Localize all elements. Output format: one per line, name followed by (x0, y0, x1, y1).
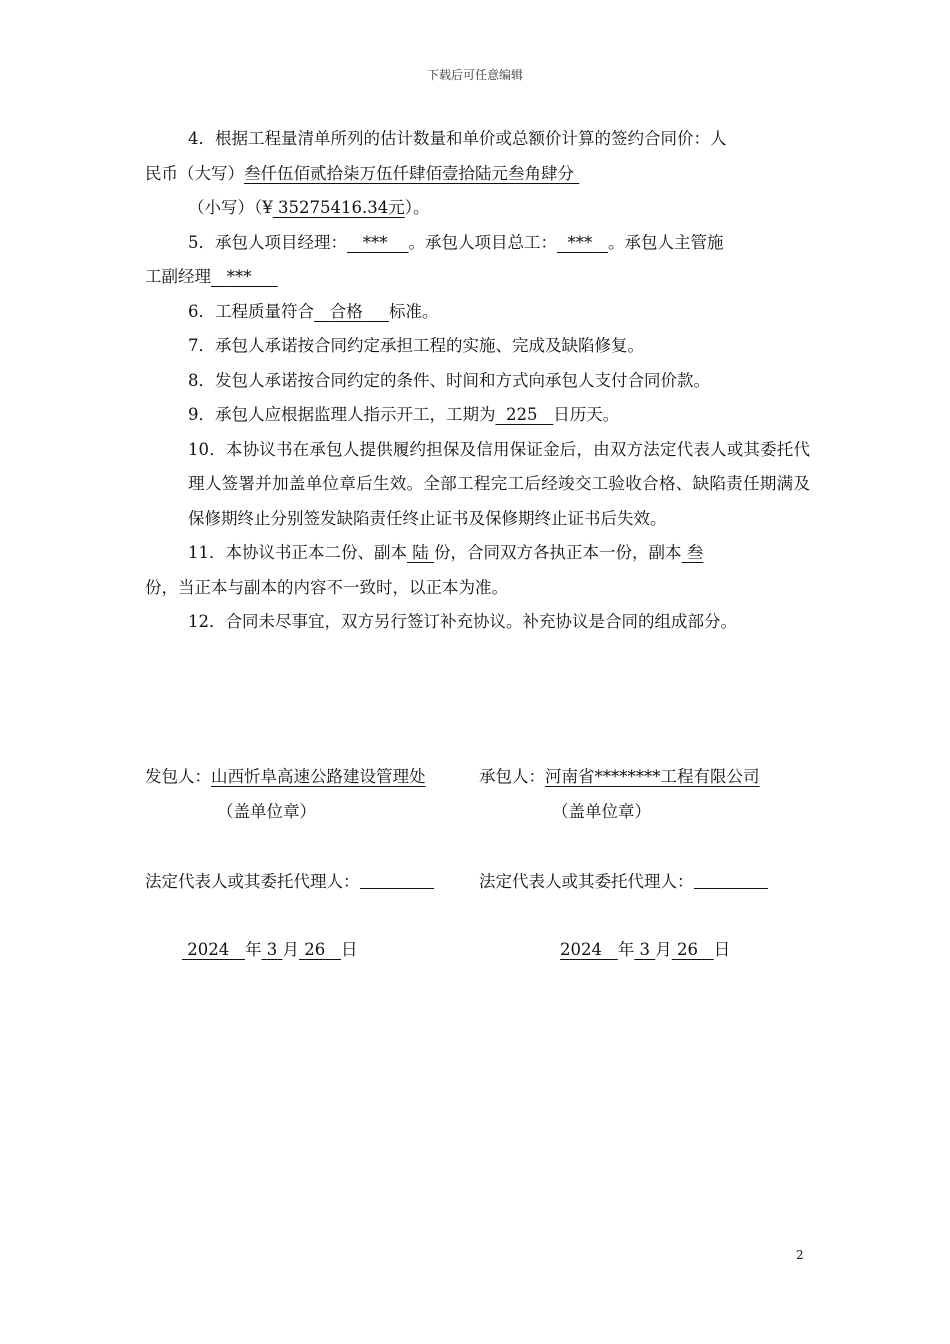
employer-rep-blank (360, 870, 434, 889)
amount-words-tail (574, 164, 579, 183)
clause-9 (145, 398, 810, 433)
clause-4-line2 (145, 157, 810, 192)
contractor-rep-blank (694, 870, 768, 889)
copies-label: 11．本协议书正本二份、副本 (188, 543, 407, 562)
contractor-name: 河南省********工程有限公司 (545, 767, 760, 786)
employer-year: 2024 (187, 940, 230, 959)
month-unit: 月 (655, 940, 672, 959)
employer-date (182, 936, 358, 960)
clause-11-line1 (145, 536, 810, 571)
clause-5-line2 (145, 260, 810, 295)
clause-6 (145, 295, 810, 330)
year-unit: 年 (617, 940, 635, 959)
employer-day: 26 (304, 940, 326, 959)
month-unit: 月 (282, 940, 299, 959)
duration-label: 9．承包人应根据监理人指示开工，工期为 (188, 405, 496, 424)
employer-label: 发包人： (145, 767, 211, 786)
amount-number-suffix: ）。 (404, 198, 430, 217)
contractor-date (560, 936, 730, 960)
contractor-line (479, 763, 760, 787)
employer-line (145, 763, 426, 787)
project-manager-value: *** (362, 232, 388, 252)
clause-12: 12．合同未尽事宜，双方另行签订补充协议。补充协议是合同的组成部分。 (188, 612, 737, 631)
contractor-label: 承包人： (479, 767, 545, 786)
chief-engineer-label: 。承包人项目总工： (408, 232, 557, 252)
employer-name: 山西忻阜高速公路建设管理处 (211, 767, 426, 786)
page-number: 2 (796, 1248, 804, 1262)
quality-suffix: 标准。 (388, 301, 439, 321)
quality-value: 合格 (329, 301, 363, 321)
employer-month: 3 (266, 940, 278, 959)
contractor-rep-label: 法定代表人或其委托代理人： (479, 872, 694, 891)
amount-in-words: 叁仟伍佰贰拾柒万伍仟肆佰壹拾陆元叁角肆分 (244, 163, 574, 183)
clause-4-line3 (145, 191, 810, 226)
employer-rep-label: 法定代表人或其委托代理人： (145, 872, 360, 891)
contractor-seal: （盖单位章） (552, 802, 651, 821)
contractor-month: 3 (639, 940, 650, 959)
copies-mid: 份，合同双方各执正本一份，副本 (434, 543, 682, 562)
amount-number-label: （小写）（¥ (188, 198, 273, 217)
page-header-note: 下载后可任意编辑 (426, 68, 523, 82)
employer-representative (145, 868, 434, 892)
copies-each-value: 叁 (686, 543, 704, 562)
clause-5-line1 (145, 226, 810, 261)
clause-10: 10．本协议书在承包人提供履约担保及信用保证金后，由双方法定代表人或其委托代理人签署并加盖单位章后生效。全部工程完工后经竣交工验收合格、缺陷责任期满及保修期终止分别签发缺陷责任终止证书及保修期终止证书后失效。 (188, 439, 810, 528)
day-unit: 日 (713, 940, 731, 959)
contractor-day: 26 (677, 940, 698, 959)
contractor-representative (479, 868, 768, 892)
pm-label: 5．承包人项目经理： (188, 232, 347, 252)
contract-clauses (145, 122, 810, 640)
copies-total-value: 陆 (412, 543, 429, 562)
quality-label: 6．工程质量符合 (188, 301, 314, 321)
deputy-label-end: 工副经理 (145, 267, 211, 286)
chief-engineer-value: *** (567, 232, 593, 252)
clause-11-line2: 份，当正本与副本的内容不一致时，以正本为准。 (145, 577, 508, 597)
deputy-manager-value: *** (226, 267, 252, 286)
amount-words-label: 民币（大写） (145, 163, 244, 183)
amount-in-numbers: 35275416.34元 (278, 198, 405, 217)
duration-value: 225 (506, 405, 538, 424)
duration-suffix: 日历天。 (553, 405, 620, 424)
clause-7: 7．承包人承诺按合同约定承担工程的实施、完成及缺陷修复。 (188, 336, 644, 355)
clause-8: 8．发包人承诺按合同约定的条件、时间和方式向承包人支付合同价款。 (188, 370, 710, 390)
day-unit: 日 (341, 940, 358, 959)
contractor-year: 2024 (560, 940, 602, 959)
year-unit: 年 (245, 940, 262, 959)
employer-seal: （盖单位章） (217, 802, 316, 821)
clause-4-line1: 4．根据工程量清单所列的估计数量和单价或总额价计算的签约合同价：人 (188, 129, 727, 148)
deputy-label-start: 。承包人主管施 (607, 232, 724, 252)
